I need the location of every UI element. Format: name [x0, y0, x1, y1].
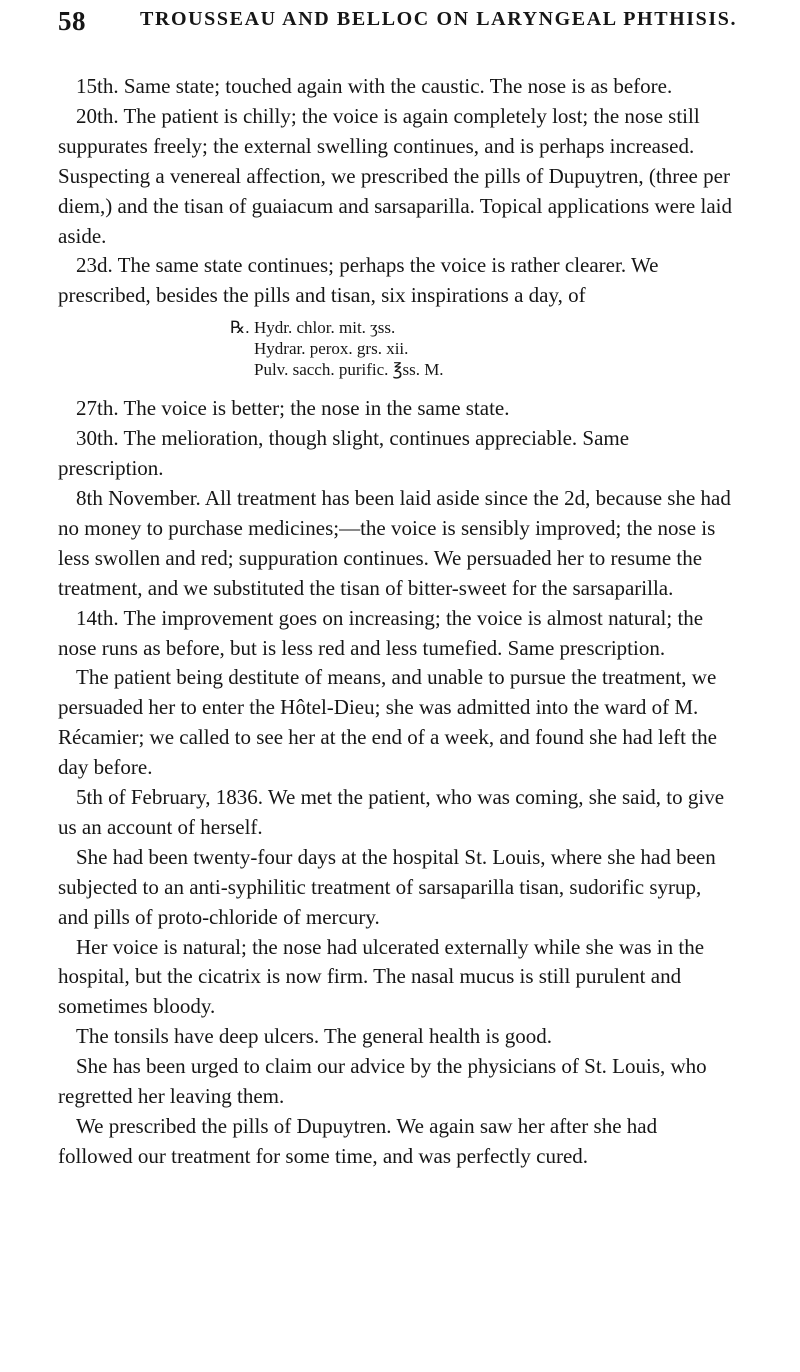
- body-text: [58, 72, 734, 1172]
- prescription-line: [230, 317, 734, 338]
- st-louis-paragraph: She had been twenty-four days at the hospital St. Louis, where she had been subjected to an anti-syphilitic treatment of sarsaparilla tisan, sudorific syrup, and pills of proto-chloride of mercury.: [58, 844, 716, 929]
- prescription-ingredient: Hydrar. perox. grs. xii.: [254, 339, 409, 359]
- cured-paragraph: We prescribed the pills of Dupuytren. We again saw her after she had followed our treatment for some time, and was perfectly cured.: [58, 1114, 658, 1168]
- entry-8th-november: 8th November. All treatment has been laid aside since the 2d, because she had no money to purchase medicines;—the voice is sensibly improved; the nose is less swollen and red; suppuration continues. We persuaded her to resume the treatment, and we substituted the tisan of bitter-sweet for the sarsaparilla.: [58, 485, 731, 600]
- entry-30th: 30th. The melioration, though slight, continues appreciable. Same prescription.: [58, 426, 630, 481]
- prescription-ingredient: Pulv. sacch. purific. ℥ss. M.: [254, 360, 444, 380]
- prescription-block: [58, 317, 734, 380]
- entry-23d: 23d. The same state continues; perhaps the voice is rather clearer. We prescribed, besides the pills and tisan, six inspirations a day, of: [58, 253, 659, 308]
- page-number: 58: [58, 6, 86, 36]
- hotel-dieu-paragraph: The patient being destitute of means, and unable to pursue the treatment, we persuaded her to enter the Hôtel-Dieu; she was admitted into the ward of M. Récamier; we called to see her at the end of a week, and found she had left the day before.: [58, 665, 717, 780]
- entry-5th-february: 5th of February, 1836. We met the patient, who was coming, she said, to give us an account of herself.: [58, 785, 725, 839]
- entry-27th: 27th. The voice is better; the nose in the same state.: [76, 396, 510, 421]
- running-title: TROUSSEAU AND BELLOC ON LARYNGEAL PHTHISIS.: [140, 8, 738, 30]
- entry-14th: 14th. The improvement goes on increasing; the voice is almost natural; the nose runs as before, but is less red and less tumefied. Same prescription.: [58, 605, 704, 660]
- entry-20th: 20th. The patient is chilly; the voice is again completely lost; the nose still suppurates freely; the external swelling continues, and is perhaps increased. Suspecting a venereal affection, we prescribed the pills of Dupuytren, (three per diem,) and the tisan of guaiacum and sarsaparilla. Topical applications were laid aside.: [58, 103, 732, 248]
- advice-paragraph: She has been urged to claim our advice by the physicians of St. Louis, who regretted her leaving them.: [58, 1054, 707, 1109]
- voice-paragraph: Her voice is natural; the nose had ulcerated externally while she was in the hospital, but the cicatrix is now firm. The nasal mucus is still purulent and sometimes bloody.: [58, 934, 705, 1019]
- rx-symbol: ℞.: [230, 318, 250, 338]
- prescription-ingredient: Hydr. chlor. mit. ʒss.: [254, 318, 396, 338]
- tonsils-paragraph: The tonsils have deep ulcers. The general health is good.: [76, 1024, 553, 1049]
- page-header: [58, 6, 760, 40]
- entry-15th: 15th. Same state; touched again with the caustic. The nose is as before.: [76, 74, 673, 98]
